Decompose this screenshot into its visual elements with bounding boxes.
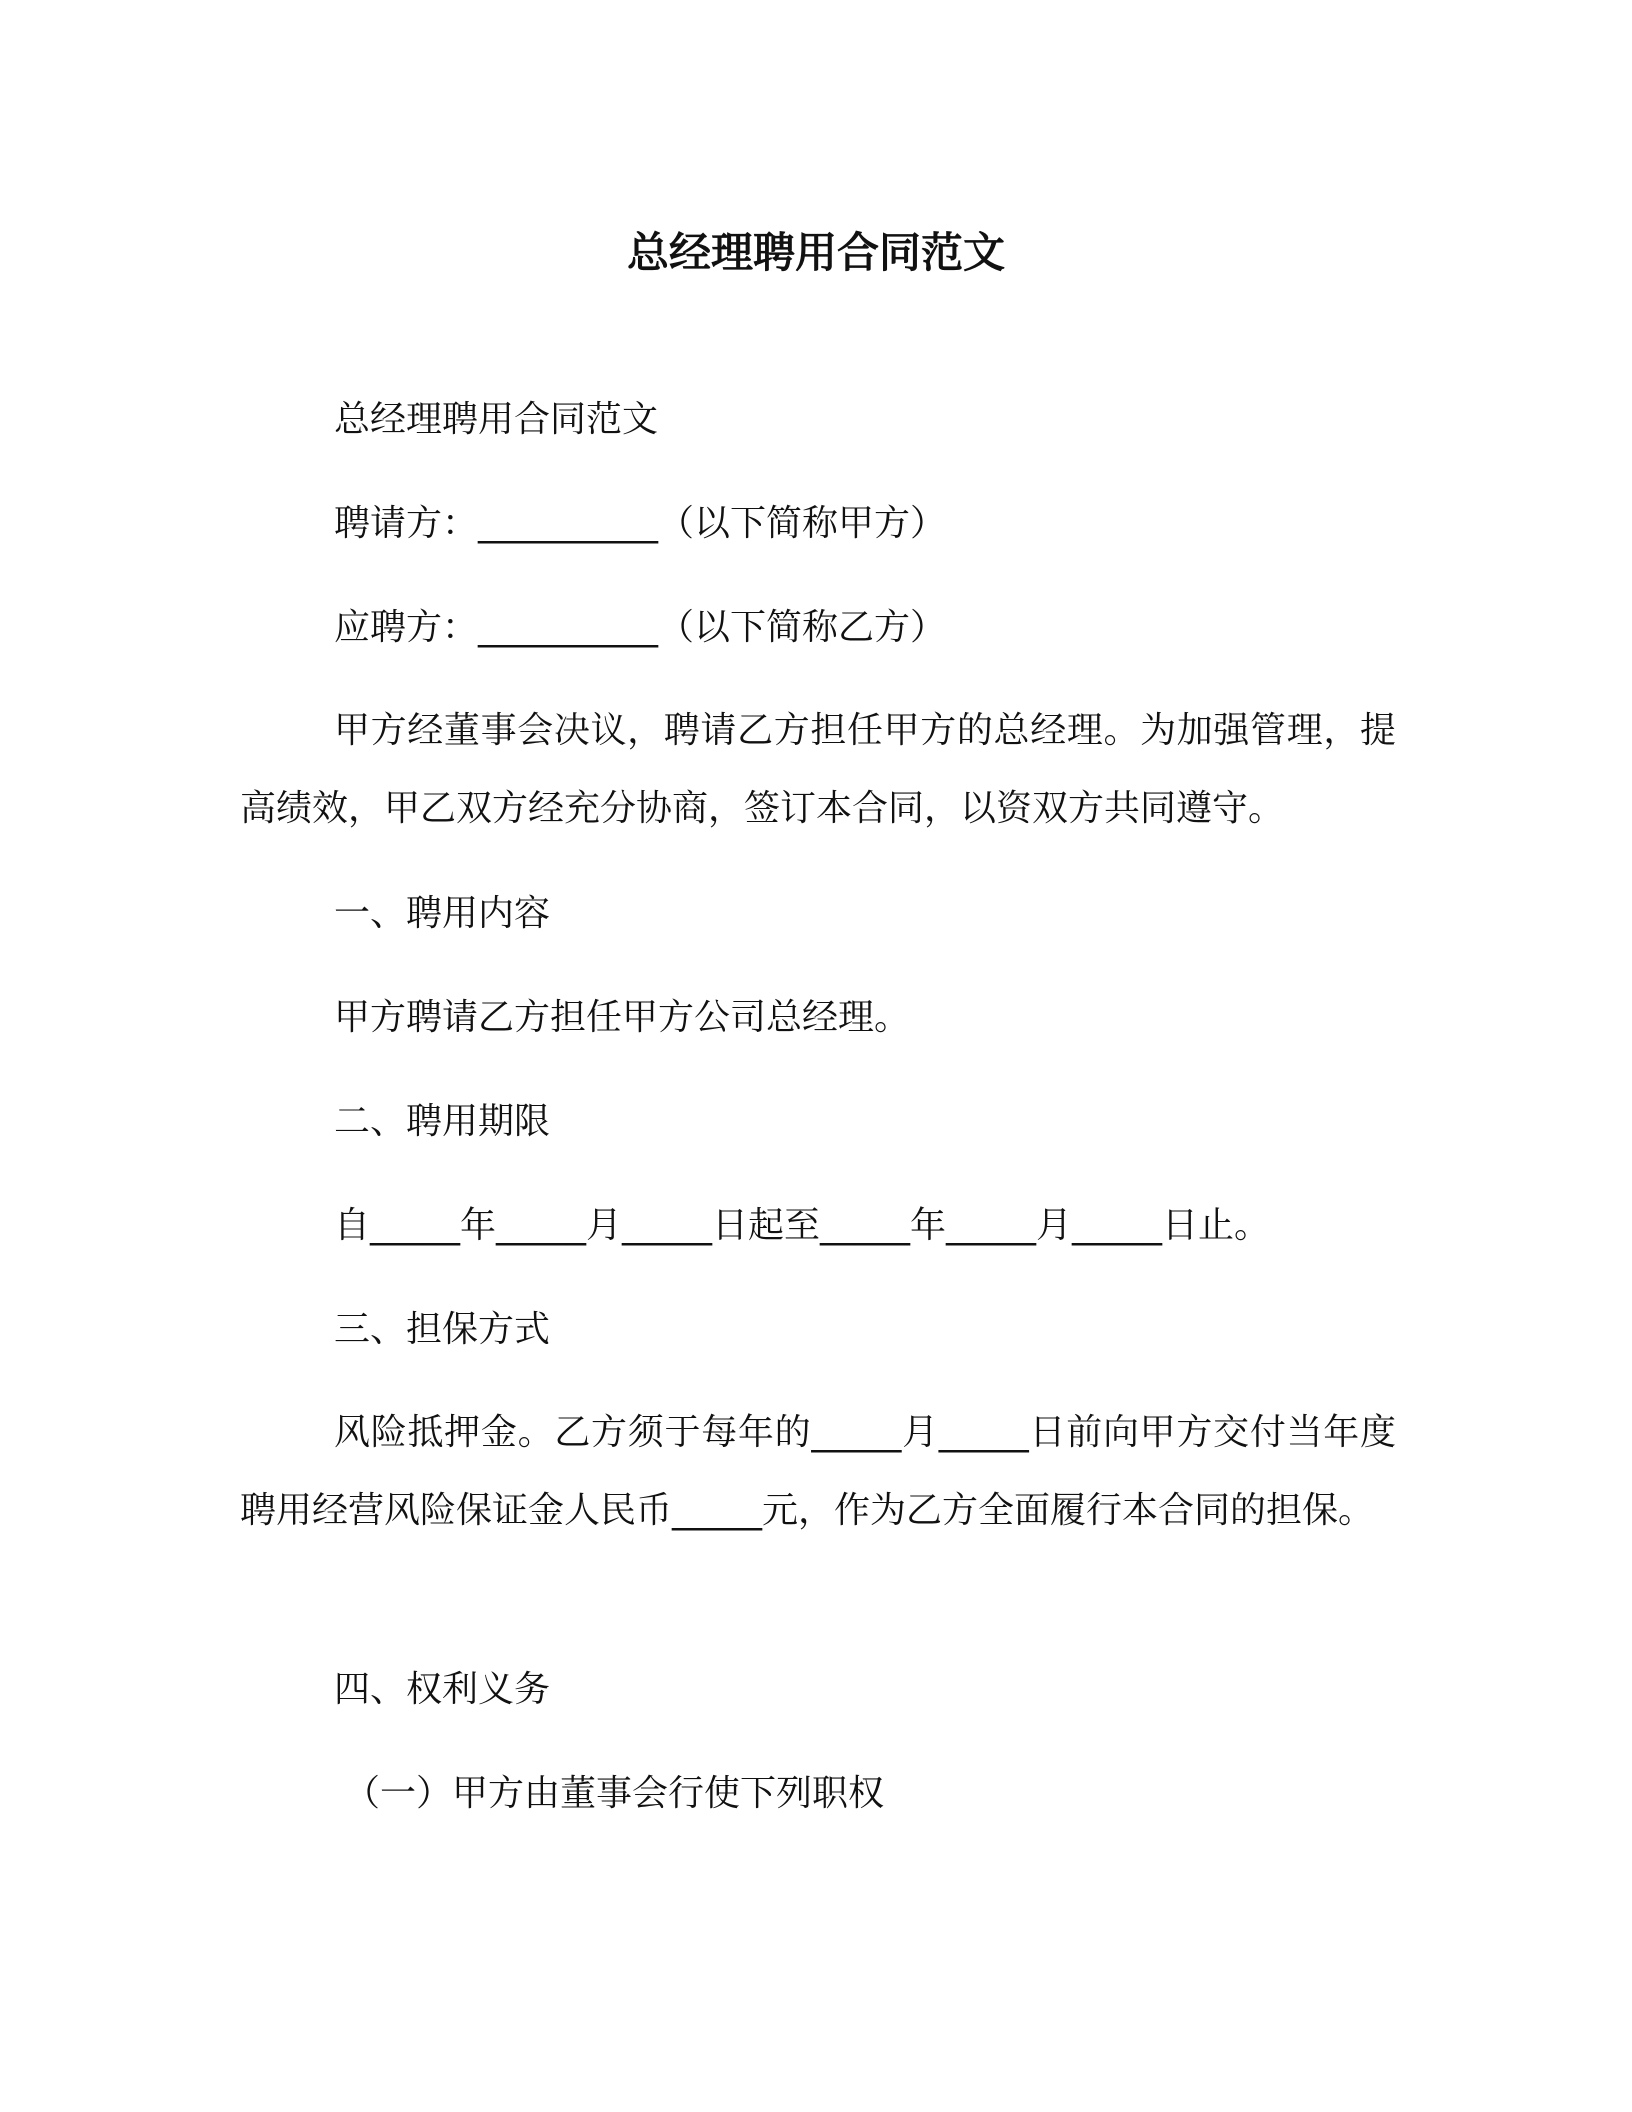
section1-heading: 一、聘用内容 [334, 893, 551, 934]
document-subtitle: 总经理聘用合同范文 [334, 399, 659, 440]
section3-heading: 三、担保方式 [334, 1309, 551, 1350]
section4-subheading: （一）甲方由董事会行使下列职权 [344, 1773, 885, 1814]
section2-text: 自_____年_____月_____日起至_____年_____月_____日止。 [334, 1205, 1271, 1246]
intro-paragraph: 甲方经董事会决议，聘请乙方担任甲方的总经理。为加强管理，提高绩效，甲乙双方经充分协商，签订本合同，以资双方共同遵守。 [240, 710, 1396, 829]
employer-line: 聘请方：__________（以下简称甲方） [334, 503, 947, 544]
document-title: 总经理聘用合同范文 [626, 228, 1005, 277]
section1-text: 甲方聘请乙方担任甲方公司总经理。 [334, 997, 911, 1038]
section2-heading: 二、聘用期限 [334, 1101, 551, 1142]
section4-heading: 四、权利义务 [334, 1669, 551, 1710]
section3-text: 风险抵押金。乙方须于每年的_____月_____日前向甲方交付当年度聘用经营风险保证金人民币_____元，作为乙方全面履行本合同的担保。 [240, 1412, 1396, 1531]
employee-line: 应聘方：__________（以下简称乙方） [334, 607, 947, 648]
